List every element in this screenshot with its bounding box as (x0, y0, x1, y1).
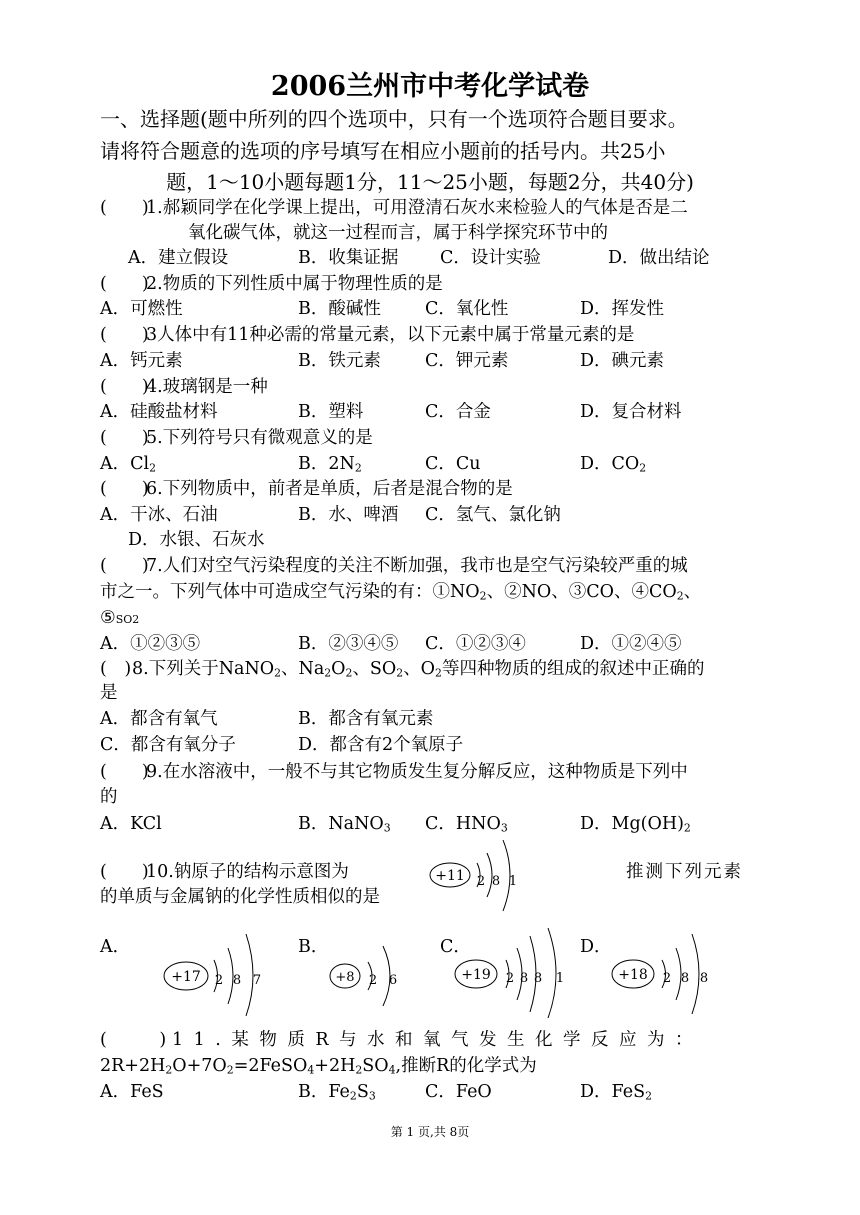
q6-option-c: C．氢气、氯化钠 (425, 505, 561, 525)
q1-stem-line1: 1.郝颖同学在化学课上提出，可用澄清石灰水来检验人的气体是否是二 (146, 198, 688, 218)
q1-option-a: A．建立假设 (128, 248, 229, 268)
q8-option-b: B．都含有氧元素 (298, 709, 434, 729)
q6-answer-blank[interactable]: ( ) (100, 479, 149, 499)
q10-stem-line2: 的单质与金属钠的化学性质相似的是 (100, 887, 380, 907)
q10-option-c-label: C． (440, 937, 471, 957)
q7-stem-line2: 市之一。下列气体中可造成空气污染的有：$①NO_2$、②NO、③CO、$④CO_2$、 (100, 582, 702, 603)
svg-text:+8: +8 (335, 970, 355, 985)
svg-text:6: 6 (388, 973, 398, 988)
q8-answer-blank[interactable]: ( ) (100, 659, 132, 679)
q3-stem: 3人体中有11种必需的常量元素，以下元素中属于常量元素的是 (146, 325, 635, 345)
svg-text:2: 2 (368, 973, 378, 988)
q6-stem: 6.下列物质中，前者是单质，后者是混合物的是 (146, 479, 513, 499)
q1-option-b: B．收集证据 (298, 248, 399, 268)
q11-equation: $2R+2H_2O+7O_2=2FeSO_4+2H_2SO_4$,推断R的化学式为 (100, 1056, 537, 1077)
q10-option-c-diagram (450, 926, 575, 1021)
section-heading-line1: 一、选择题(题中所列的四个选项中，只有一个选项符合题目要求。 (100, 107, 688, 131)
q10-option-a-label: A． (100, 937, 131, 957)
q10-option-b-diagram (325, 936, 410, 1011)
q3-option-c: C．钾元素 (425, 351, 509, 371)
q3-option-b: B．铁元素 (298, 351, 381, 371)
q5-option-a: A．$Cl_2$ (100, 454, 157, 475)
svg-text:7: 7 (252, 973, 262, 988)
q11-stem-line1: 11.某物质R与水和氧气发生化学反应为： (172, 1030, 704, 1050)
q10-answer-blank[interactable]: ( ) (100, 862, 149, 882)
na-nucleus: +11 (435, 868, 465, 884)
svg-text:2: 2 (662, 971, 672, 986)
q4-option-c: C．合金 (425, 402, 491, 422)
q9-answer-blank[interactable]: ( ) (100, 762, 149, 782)
page-title: 2006兰州市中考化学试卷 (270, 71, 590, 102)
q6-option-b: B．水、啤酒 (298, 505, 399, 525)
q11-option-b: B．$Fe_2S_3$ (298, 1082, 376, 1103)
na-shell-2: 8 (491, 874, 501, 889)
svg-text:+19: +19 (461, 967, 491, 983)
q9-option-a: A．KCl (100, 814, 162, 834)
q4-option-d: D．复合材料 (580, 402, 682, 422)
q1-stem-line2: 氧化碳气体，就这一过程而言，属于科学探究环节中的 (188, 223, 608, 243)
q8-option-c: C．都含有氧分子 (100, 735, 236, 755)
q11-answer-blank[interactable]: ( ) (100, 1030, 167, 1050)
section-heading-line2: 请将符合题意的选项的序号填写在相应小题前的括号内。共25小 (100, 139, 666, 163)
q7-option-b: B．②③④⑤ (298, 634, 399, 654)
q7-option-d: D．①②④⑤ (580, 634, 682, 654)
svg-text:2: 2 (214, 973, 224, 988)
svg-text:8: 8 (680, 971, 690, 986)
q8-option-a: A．都含有氧气 (100, 709, 218, 729)
q10-option-d-label: D． (580, 937, 612, 957)
q7-option-a: A．①②③⑤ (100, 634, 201, 654)
section-heading-line3: 题，1～10小题每题1分，11～25小题，每题2分，共40分) (166, 170, 694, 194)
q2-stem: 2.物质的下列性质中属于物理性质的是 (146, 274, 443, 294)
q4-answer-blank[interactable]: ( ) (100, 377, 149, 397)
q8-stem-line2: 是 (100, 683, 118, 703)
q10-option-a-diagram (158, 928, 273, 1018)
q5-option-d: D．$CO_2$ (580, 454, 647, 475)
q1-answer-blank[interactable]: ( ) (100, 198, 149, 218)
na-shell-1: 2 (476, 874, 486, 889)
q5-option-b: B．$2N_2$ (298, 454, 362, 475)
q10-stem-line1b: 推测下列元素 (626, 862, 743, 882)
svg-text:1: 1 (555, 971, 565, 986)
q7-stem-line3: ⑤SO2 (100, 608, 140, 628)
q3-option-d: D．碘元素 (580, 351, 665, 371)
q7-option-c: C．①②③④ (425, 634, 526, 654)
q5-answer-blank[interactable]: ( ) (100, 428, 149, 448)
q4-stem: 4.玻璃钢是一种 (146, 377, 268, 397)
q10-stem-line1a: 10.钠原子的结构示意图为 (146, 862, 349, 882)
q8-option-d: D．都含有2个氧原子 (298, 735, 464, 755)
svg-text:+18: +18 (618, 967, 648, 983)
svg-text:8: 8 (533, 971, 543, 986)
q2-option-a: A．可燃性 (100, 299, 183, 319)
q11-option-a: A．FeS (100, 1082, 164, 1102)
q2-option-d: D．挥发性 (580, 299, 665, 319)
q2-option-c: C．氧化性 (425, 299, 509, 319)
q9-stem-line2: 的 (100, 787, 118, 807)
q1-option-d: D．做出结论 (608, 248, 710, 268)
q5-option-c: C．Cu (425, 454, 481, 474)
q2-option-b: B．酸碱性 (298, 299, 381, 319)
q2-answer-blank[interactable]: ( ) (100, 274, 149, 294)
q4-option-a: A．硅酸盐材料 (100, 402, 218, 422)
svg-text:8: 8 (232, 973, 242, 988)
q7-stem-line1: 7.人们对空气污染程度的关注不断加强，我市也是空气污染较严重的城 (146, 556, 688, 576)
q5-stem: 5.下列符号只有微观意义的是 (146, 428, 373, 448)
q11-option-d: D．FeS$_2$ (580, 1082, 652, 1103)
q9-option-d: D．$Mg(OH)_2$ (580, 814, 691, 835)
q8-stem-line1: 8.下列关于NaNO$_2$、$Na_2O_2$、$SO_2$、$O_2$等四种物质的组成的叙述中正确的 (132, 659, 705, 680)
svg-text:2: 2 (505, 971, 515, 986)
sodium-atom-diagram (425, 835, 535, 915)
q1-option-c: C．设计实验 (440, 248, 541, 268)
q10-option-b-label: B． (298, 937, 329, 957)
q6-option-a: A．干冰、石油 (100, 505, 218, 525)
q6-option-d: D．水银、石灰水 (128, 530, 265, 550)
q4-option-b: B．塑料 (298, 402, 364, 422)
svg-text:+17: +17 (171, 969, 201, 985)
svg-text:8: 8 (519, 971, 529, 986)
q9-option-b: B．NaNO$_3$ (298, 814, 391, 835)
q10-option-d-diagram (606, 928, 721, 1018)
na-shell-3: 1 (508, 874, 518, 889)
q9-stem-line1: 9.在水溶液中，一般不与其它物质发生复分解反应，这种物质是下列中 (146, 762, 688, 782)
page-footer: 第 1 页,共 8页 (390, 1125, 470, 1139)
svg-text:8: 8 (699, 971, 709, 986)
q3-option-a: A．钙元素 (100, 351, 183, 371)
q11-option-c: C．FeO (425, 1082, 492, 1102)
q7-answer-blank[interactable]: ( ) (100, 556, 149, 576)
q9-option-c: C．$HNO_3$ (425, 814, 508, 835)
q3-answer-blank[interactable]: ( ) (100, 325, 149, 345)
